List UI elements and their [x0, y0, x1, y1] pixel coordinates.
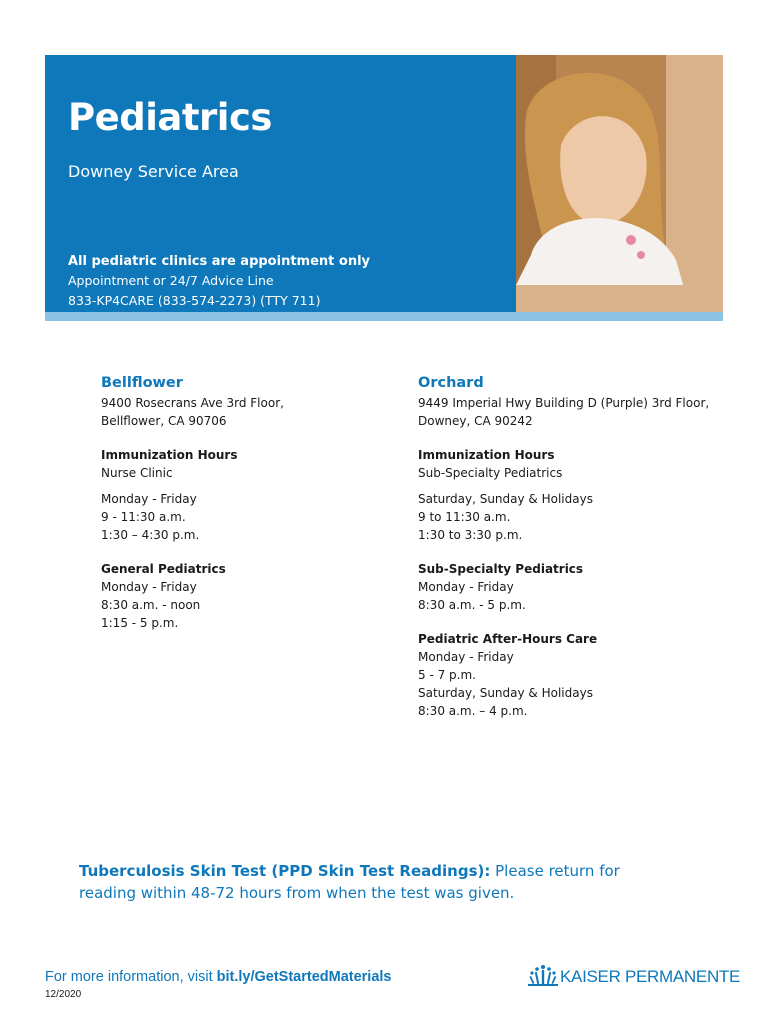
bellflower-immunization-title: Immunization Hours: [101, 448, 238, 462]
orchard-subspecialty-title: Sub-Specialty Pediatrics: [418, 562, 584, 576]
header-strip: [45, 312, 723, 321]
more-info-line: [45, 969, 392, 985]
orchard-afterhours-title: Pediatric After-Hours Care: [418, 632, 598, 646]
bellflower-address-line2: Bellflower, CA 90706: [101, 414, 227, 428]
child-photo: [516, 55, 723, 312]
orchard-subspecialty-hours: 8:30 a.m. - 5 p.m.: [418, 598, 526, 612]
advice-line-phone: 833-KP4CARE (833-574-2273) (TTY 711): [68, 293, 321, 308]
orchard-address-line2: Downey, CA 90242: [418, 414, 533, 428]
orchard-address-line1: 9449 Imperial Hwy Building D (Purple) 3rd Floor,: [418, 396, 710, 410]
bellflower-address-line1: 9400 Rosecrans Ave 3rd Floor,: [101, 396, 284, 410]
orchard-immunization-days: Saturday, Sunday & Holidays: [418, 492, 593, 506]
orchard-afterhours-days2: Saturday, Sunday & Holidays: [418, 686, 593, 700]
location-name-bellflower: Bellflower: [101, 375, 183, 391]
bellflower-general-title: General Pediatrics: [101, 562, 226, 576]
bellflower-immunization-hours2: 1:30 – 4:30 p.m.: [101, 528, 200, 542]
kaiser-brand-name: KAISER PERMANENTE: [560, 967, 741, 986]
orchard-immunization-clinic: Sub-Specialty Pediatrics: [418, 466, 563, 480]
bellflower-immunization-days: Monday - Friday: [101, 492, 197, 506]
kaiser-logo-icon: [528, 960, 558, 990]
orchard-column: [418, 374, 709, 720]
page-title: Pediatrics: [68, 96, 272, 139]
more-info-link[interactable]: bit.ly/GetStartedMaterials: [216, 969, 392, 985]
tb-test-note: [79, 860, 679, 904]
page-subtitle: Downey Service Area: [68, 162, 239, 181]
orchard-afterhours-hours2: 8:30 a.m. – 4 p.m.: [418, 704, 528, 718]
bellflower-column: [101, 374, 284, 632]
bellflower-general-days: Monday - Friday: [101, 580, 197, 594]
revision-date: 12/2020: [45, 989, 82, 1000]
tb-test-text: Please return for reading within 48-72 hours from when the test was given.: [79, 862, 620, 902]
more-info-prefix: For more information, visit: [45, 969, 217, 985]
tb-test-title: Tuberculosis Skin Test (PPD Skin Test Readings):: [79, 862, 491, 880]
orchard-immunization-hours1: 9 to 11:30 a.m.: [418, 510, 511, 524]
orchard-afterhours-hours1: 5 - 7 p.m.: [418, 668, 476, 682]
location-name-orchard: Orchard: [418, 375, 484, 391]
orchard-immunization-hours2: 1:30 to 3:30 p.m.: [418, 528, 523, 542]
bellflower-general-hours2: 1:15 - 5 p.m.: [101, 616, 179, 630]
advice-line-label: Appointment or 24/7 Advice Line: [68, 273, 274, 288]
bellflower-immunization-clinic: Nurse Clinic: [101, 466, 173, 480]
orchard-subspecialty-days: Monday - Friday: [418, 580, 514, 594]
bellflower-immunization-hours1: 9 - 11:30 a.m.: [101, 510, 186, 524]
bellflower-general-hours1: 8:30 a.m. - noon: [101, 598, 201, 612]
orchard-immunization-title: Immunization Hours: [418, 448, 555, 462]
appointment-notice: All pediatric clinics are appointment only: [68, 254, 371, 269]
orchard-afterhours-days1: Monday - Friday: [418, 650, 514, 664]
